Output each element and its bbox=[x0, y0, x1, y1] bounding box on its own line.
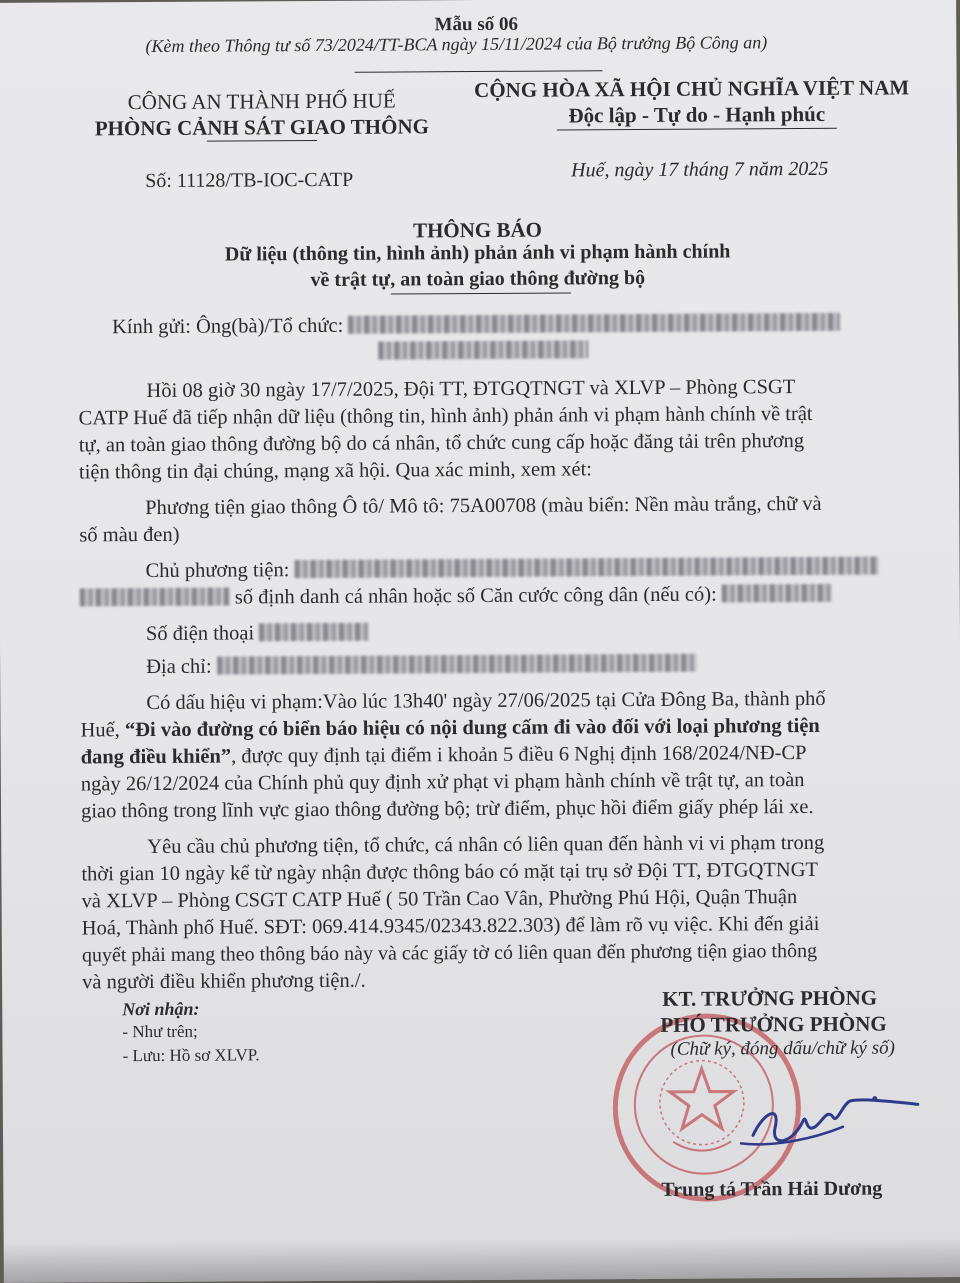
request-line-6: và người điều khiển phương tiện./. bbox=[82, 969, 366, 994]
p1-line-2: CATP Huế đã tiếp nhận dữ liệu (thông tin, hình ảnh) phản ánh vi phạm hành chính về trật bbox=[78, 402, 813, 430]
violation-line-3 bbox=[81, 742, 807, 769]
owner-label: Chủ phương tiện: bbox=[145, 559, 290, 583]
signature-icon bbox=[733, 1072, 934, 1173]
phone-label: Số điện thoại bbox=[145, 622, 255, 646]
owner-row bbox=[146, 556, 879, 583]
recipient-item-2: - Lưu: Hồ sơ XLVP. bbox=[122, 1045, 260, 1066]
violation-regulation: , được quy định tại điểm i khoản 5 điều 6 Nghị định 168/2024/NĐ-CP bbox=[231, 742, 807, 768]
header-divider bbox=[355, 70, 603, 73]
request-line-4: Hoá, Thành phố Huế. SĐT: 069.414.9345/02343.822.303) để làm rõ vụ việc. Khi đến giải bbox=[81, 912, 820, 940]
signer-name: Trung tá Trần Hải Dương bbox=[661, 1177, 883, 1201]
redacted-address bbox=[217, 654, 697, 675]
recipients-title: Nơi nhận: bbox=[122, 998, 200, 1020]
recipient-row bbox=[112, 312, 840, 339]
violation-line-5: giao thông trong lĩnh vực giao thông đường bộ; trừ điểm, phục hồi điểm giấy phép lái xe. bbox=[80, 795, 814, 823]
violation-quote-2: đang điều khiển” bbox=[80, 745, 232, 769]
agency-parent: CÔNG AN THÀNH PHỐ HUẾ bbox=[127, 88, 396, 115]
vehicle-line-1: Phương tiện giao thông Ô tô/ Mô tô: 75A00708 (màu biển: Nền màu trắng, chữ và bbox=[145, 492, 822, 520]
request-line-2: thời gian 10 ngày kể từ ngày nhận được thông báo có mặt tại trụ sở Đội TT, ĐTGQTNGT bbox=[81, 858, 819, 886]
bottom-shadow bbox=[4, 1237, 960, 1283]
redacted-owner-cont bbox=[80, 588, 230, 607]
request-line-3: và XLVP – Phòng CSGT CATP Huế ( 50 Trần Cao Vân, Phường Phú Hội, Quận Thuận bbox=[81, 886, 798, 913]
document-title: THÔNG BÁO bbox=[412, 217, 543, 243]
violation-line-4: ngày 26/12/2024 của Chính phủ quy định xử phạt vi phạm hành chính về trật tự, an toàn bbox=[80, 769, 805, 796]
phone-row bbox=[146, 622, 369, 646]
form-number: Mẫu số 06 bbox=[434, 13, 519, 36]
violation-city: Huế, bbox=[80, 719, 126, 742]
agency-underline bbox=[207, 140, 317, 142]
request-line-1: Yêu cầu chủ phương tiện, tổ chức, cá nhân có liên quan đến hành vi vi phạm trong bbox=[147, 831, 825, 859]
sign-note: (Chữ ký, đóng dấu/chữ ký số) bbox=[670, 1037, 895, 1060]
place-date: Huế, ngày 17 tháng 7 năm 2025 bbox=[571, 157, 829, 182]
request-line-5: quyết phải mang theo thông báo này và các giấy tờ có liên quan đến phương tiện giao thông bbox=[81, 939, 818, 967]
sign-title-1: KT. TRƯỞNG PHÒNG bbox=[662, 985, 878, 1011]
title-subtitle-2: về trật tự, an toàn giao thông đường bộ bbox=[310, 266, 646, 292]
violation-line-2 bbox=[80, 715, 819, 743]
vehicle-line-2: số màu đen) bbox=[79, 523, 180, 547]
recipient-item-1: - Như trên; bbox=[122, 1021, 198, 1042]
p1-line-4: tiện thông tin đại chúng, mạng xã hội. Qua xác minh, xem xét: bbox=[78, 458, 592, 484]
agency-name: PHÒNG CẢNH SÁT GIAO THÔNG bbox=[94, 114, 429, 141]
sign-title-2: PHÓ TRƯỞNG PHÒNG bbox=[660, 1011, 887, 1037]
address-row bbox=[146, 653, 697, 679]
title-underline bbox=[391, 292, 571, 294]
violation-quote-1: “Đi vào đường có biển báo hiệu có nội dung cấm đi vào đối với loại phương tiện bbox=[124, 714, 820, 742]
id-row bbox=[80, 583, 832, 611]
recipient-label: Kính gửi: Ông(bà)/Tổ chức: bbox=[112, 314, 344, 339]
document-number: Số: 11128/TB-IOC-CATP bbox=[145, 168, 354, 193]
p1-line-3: tự, an toàn giao thông đường bộ do cá nhân, tổ chức cung cấp hoặc đăng tải trên phương bbox=[78, 430, 805, 457]
p1-line-1: Hồi 08 giờ 30 ngày 17/7/2025, Đội TT, ĐTGQTNGT và XLVP – Phòng CSGT bbox=[146, 376, 796, 403]
country-name: CỘNG HÒA XÃ HỘI CHỦ NGHĨA VIỆT NAM bbox=[474, 75, 910, 103]
redacted-id bbox=[722, 584, 832, 603]
address-label: Địa chỉ: bbox=[146, 655, 212, 679]
id-label: số định danh cá nhân hoặc số Căn cước công dân (nếu có): bbox=[234, 583, 717, 609]
motto: Độc lập - Tự do - Hạnh phúc bbox=[568, 101, 826, 128]
redacted-recipient-cont bbox=[378, 340, 588, 359]
redacted-recipient bbox=[348, 313, 840, 334]
title-subtitle-1: Dữ liệu (thông tin, hình ảnh) phản ánh vi phạm hành chính bbox=[224, 240, 731, 266]
attachment-note: (Kèm theo Thông tư số 73/2024/TT-BCA ngày 15/11/2024 của Bộ trưởng Bộ Công an) bbox=[145, 32, 768, 57]
redacted-phone bbox=[259, 623, 369, 642]
violation-line-1: Có dấu hiệu vi phạm:Vào lúc 13h40' ngày 27/06/2025 tại Cửa Đông Ba, thành phố bbox=[146, 687, 826, 715]
redacted-owner bbox=[294, 557, 878, 579]
recipient-row-2 bbox=[378, 339, 588, 363]
